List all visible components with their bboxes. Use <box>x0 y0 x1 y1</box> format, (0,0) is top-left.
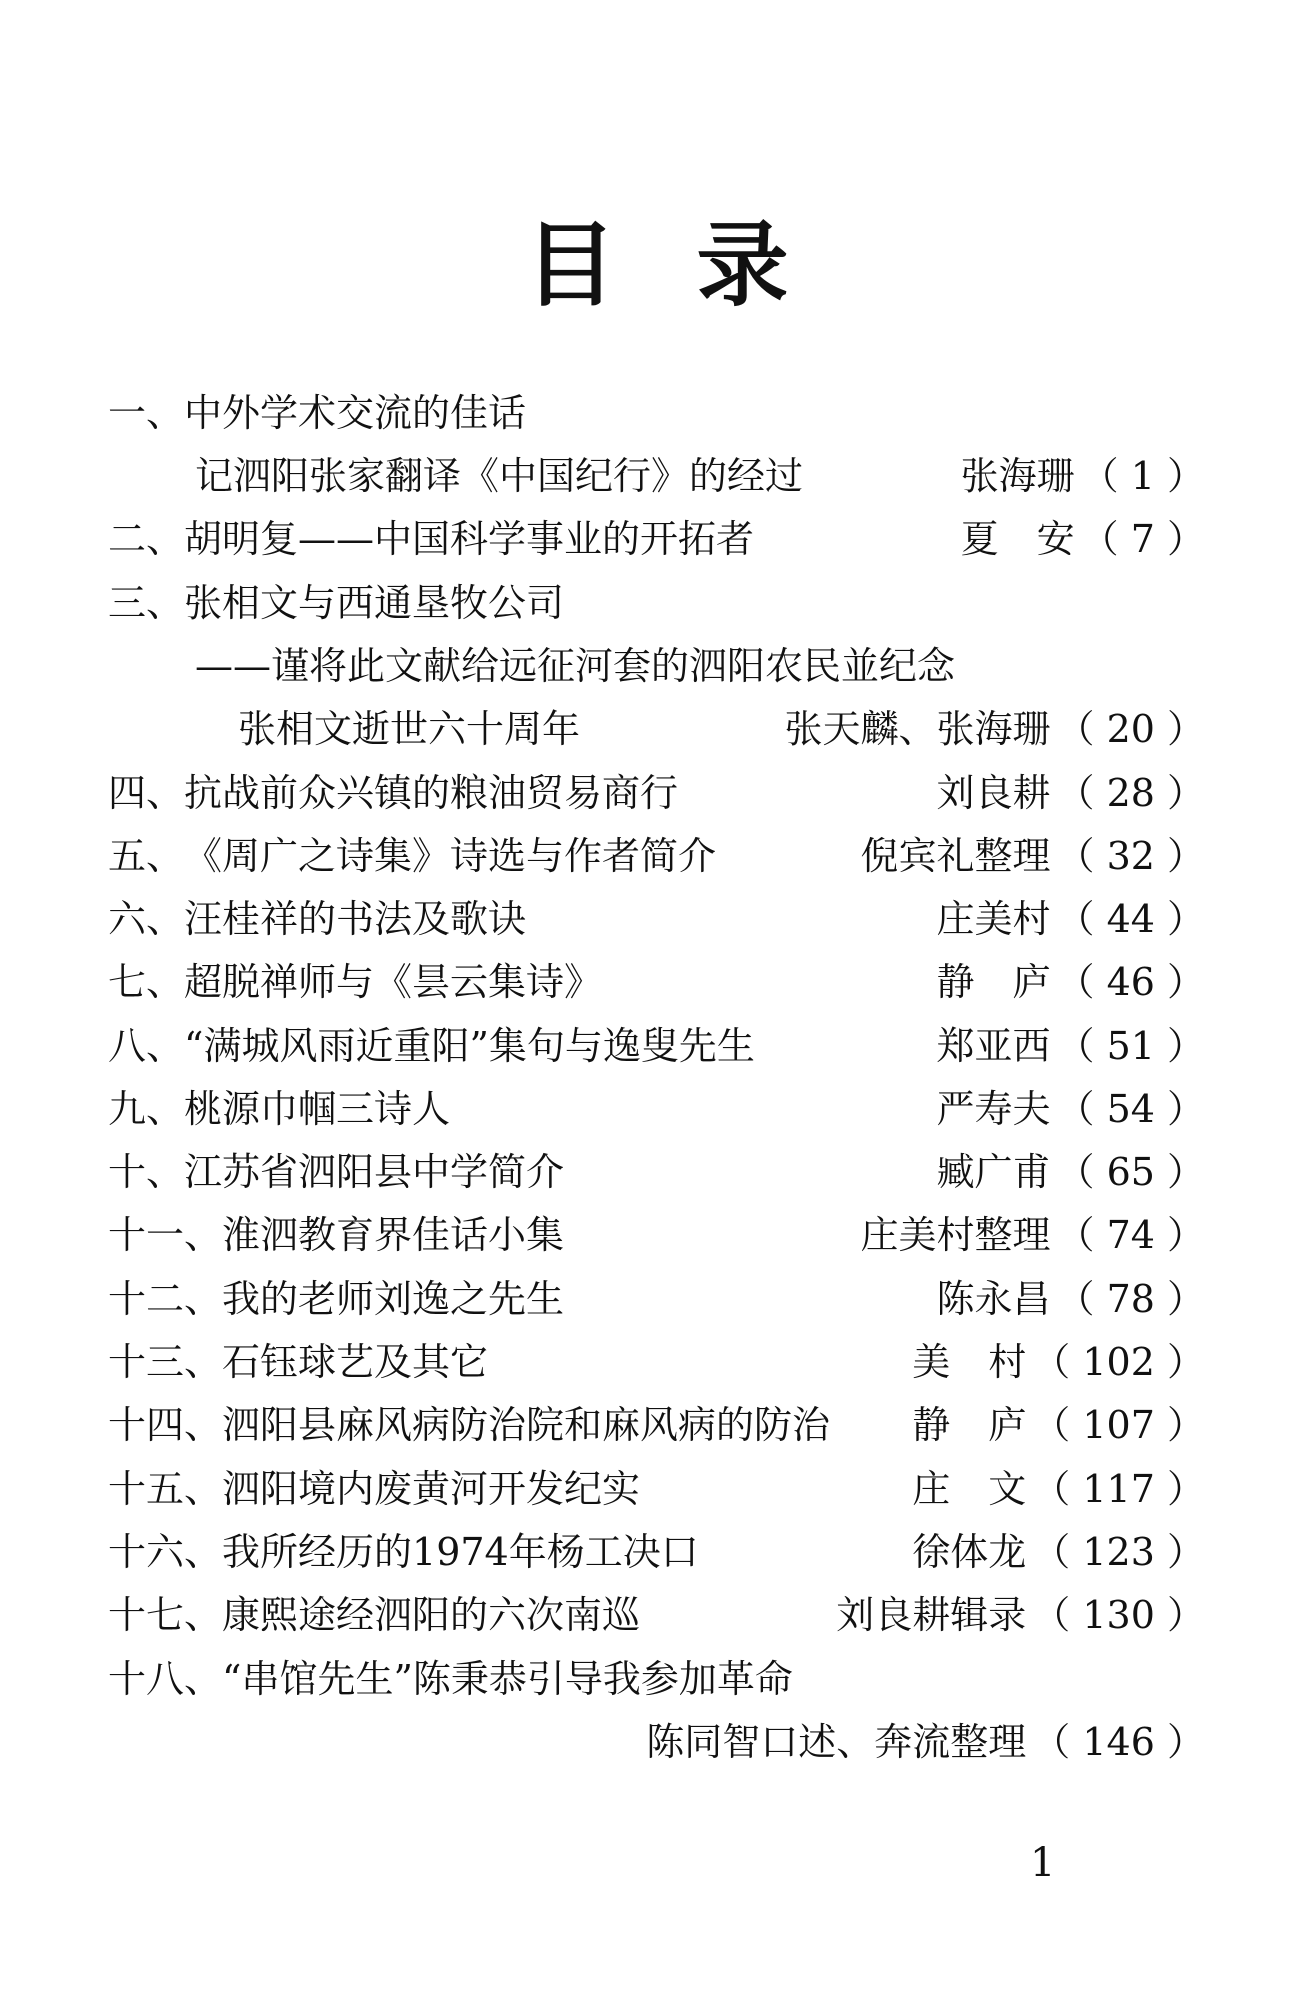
entry-page: （ 117 ） <box>1032 1467 1205 1511</box>
entry-title: “满城风雨近重阳”集句与逸叟先生 <box>184 1024 755 1068</box>
entry-page: （ 44 ） <box>1056 897 1205 941</box>
entry-author: 严寿夫 <box>936 1087 1051 1131</box>
toc-entry-15[interactable] <box>108 1459 1205 1519</box>
entry-subtitle: ——谨将此文献给远征河套的泗阳农民並纪念 <box>195 644 956 688</box>
entry-title: 《周广之诗集》诗选与作者简介 <box>184 834 717 878</box>
entry-title: “串馆先生”陈秉恭引导我参加革命 <box>222 1657 793 1701</box>
entry-author: 徐体龙 <box>912 1530 1027 1574</box>
entry-title: 淮泗教育界佳话小集 <box>222 1213 565 1257</box>
entry-index: 三、 <box>108 581 185 625</box>
toc-entry-9[interactable] <box>108 1079 1205 1139</box>
entry-author: 庄 文 <box>912 1467 1027 1511</box>
entry-title: 超脱禅师与《昙云集诗》 <box>184 960 603 1004</box>
toc-entry-8[interactable] <box>108 1016 1205 1076</box>
toc-entry-3-subtitle <box>195 636 1205 696</box>
dot-leader <box>758 509 957 569</box>
entry-page: （ 123 ） <box>1032 1530 1205 1574</box>
toc-entry-4[interactable] <box>108 763 1205 823</box>
page-title: 目录 <box>524 211 869 319</box>
entry-author: 张天麟、张海珊 <box>784 707 1051 751</box>
entry-author: 庄美村 <box>936 897 1051 941</box>
entry-page: （ 1 ） <box>1080 454 1205 498</box>
entry-subtitle-cont: 张相文逝世六十周年 <box>238 707 581 751</box>
entry-page: （ 54 ） <box>1056 1087 1205 1131</box>
toc-entry-6[interactable] <box>108 889 1205 949</box>
entry-index: 十五、 <box>108 1467 223 1511</box>
entry-page: （ 20 ） <box>1056 707 1205 751</box>
entry-author: 美 村 <box>912 1340 1027 1384</box>
entry-index: 十二、 <box>108 1277 223 1321</box>
page-number: 1 <box>1030 1840 1056 1886</box>
entry-title: 泗阳境内废黄河开发纪实 <box>222 1467 641 1511</box>
entry-index: 八、 <box>108 1024 185 1068</box>
toc-entry-18[interactable] <box>108 1649 1205 1709</box>
entry-page: （ 107 ） <box>1032 1403 1205 1447</box>
toc-entry-13[interactable] <box>108 1332 1205 1392</box>
dot-leader <box>807 446 957 506</box>
toc-entry-12[interactable] <box>108 1269 1205 1329</box>
entry-author: 陈同智口述、奔流整理 <box>646 1720 1027 1764</box>
entry-subtitle: 记泗阳张家翻译《中国纪行》的经过 <box>195 454 804 498</box>
entry-index: 十六、 <box>108 1530 223 1574</box>
toc-entry-5[interactable] <box>108 826 1205 886</box>
dot-leader <box>703 1522 909 1582</box>
toc-entry-2[interactable] <box>108 509 1205 569</box>
entry-author: 夏 安 <box>960 517 1075 561</box>
entry-index: 六、 <box>108 897 185 941</box>
entry-author: 刘良耕 <box>936 771 1051 815</box>
entry-index: 五、 <box>108 834 185 878</box>
toc-entry-7[interactable] <box>108 952 1205 1012</box>
entry-page: （ 7 ） <box>1080 517 1205 561</box>
entry-title: 康熙途经泗阳的六次南巡 <box>222 1593 641 1637</box>
entry-author: 陈永昌 <box>936 1277 1051 1321</box>
entry-index: 七、 <box>108 960 185 1004</box>
dot-leader <box>682 763 932 823</box>
entry-title: 石钰球艺及其它 <box>222 1340 489 1384</box>
dot-leader <box>492 1332 908 1392</box>
dot-leader <box>644 1459 908 1519</box>
entry-title: 桃源巾帼三诗人 <box>184 1087 451 1131</box>
dot-leader <box>797 1649 1201 1709</box>
entry-index: 九、 <box>108 1087 185 1131</box>
entry-title: 抗战前众兴镇的粮油贸易商行 <box>184 771 679 815</box>
entry-title: 汪桂祥的书法及歌诀 <box>184 897 527 941</box>
entry-index: 十七、 <box>108 1593 223 1637</box>
entry-title: 张相文与西通垦牧公司 <box>184 581 565 625</box>
entry-author: 臧广甫 <box>936 1150 1051 1194</box>
entry-author: 倪宾礼整理 <box>860 834 1051 878</box>
entry-page: （ 65 ） <box>1056 1150 1205 1194</box>
entry-author: 庄美村整理 <box>860 1213 1051 1257</box>
entry-title: 胡明复——中国科学事业的开拓者 <box>184 517 755 561</box>
entry-index: 一、 <box>108 391 185 435</box>
entry-author: 郑亚西 <box>936 1024 1051 1068</box>
entry-title: 泗阳县麻风病防治院和麻风病的防治 <box>222 1403 831 1447</box>
entry-page: （ 74 ） <box>1056 1213 1205 1257</box>
entry-page: （ 130 ） <box>1032 1593 1205 1637</box>
entry-page: （ 146 ） <box>1032 1720 1205 1764</box>
entry-index: 四、 <box>108 771 185 815</box>
entry-author: 静 庐 <box>912 1403 1027 1447</box>
entry-title: 江苏省泗阳县中学简介 <box>184 1150 565 1194</box>
toc-entry-18-cont[interactable] <box>272 1712 1205 1772</box>
dot-leader <box>568 1269 932 1329</box>
entry-title: 中外学术交流的佳话 <box>184 391 527 435</box>
toc-entry-11[interactable] <box>108 1205 1205 1265</box>
toc-entry-14[interactable] <box>108 1395 1205 1455</box>
entry-index: 二、 <box>108 517 185 561</box>
entry-title: 我所经历的1974年杨工决口 <box>222 1530 699 1574</box>
toc-entry-1-heading[interactable] <box>108 383 1203 443</box>
dot-leader <box>568 1205 856 1265</box>
dot-leader <box>276 1712 642 1772</box>
entry-title: 我的老师刘逸之先生 <box>222 1277 565 1321</box>
toc-entry-3-heading[interactable] <box>108 573 1203 633</box>
entry-page: （ 78 ） <box>1056 1277 1205 1321</box>
entry-index: 十八、 <box>108 1657 223 1701</box>
dot-leader <box>759 1016 933 1076</box>
dot-leader <box>530 889 932 949</box>
dot-leader <box>584 699 780 759</box>
entry-index: 十四、 <box>108 1403 223 1447</box>
entry-index: 十、 <box>108 1150 185 1194</box>
entry-page: （ 51 ） <box>1056 1024 1205 1068</box>
dot-leader <box>568 1142 932 1202</box>
toc-entry-1[interactable] <box>195 446 1205 506</box>
entry-page: （ 102 ） <box>1032 1340 1205 1384</box>
dot-leader <box>606 952 932 1012</box>
entry-author: 张海珊 <box>960 454 1075 498</box>
dot-leader <box>644 1585 832 1645</box>
toc-entry-3[interactable] <box>238 699 1205 759</box>
toc-entry-17[interactable] <box>108 1585 1205 1645</box>
entry-index: 十一、 <box>108 1213 223 1257</box>
dot-leader <box>834 1395 908 1455</box>
toc-entry-10[interactable] <box>108 1142 1205 1202</box>
dot-leader <box>454 1079 932 1139</box>
entry-page: （ 46 ） <box>1056 960 1205 1004</box>
entry-author: 静 庐 <box>936 960 1051 1004</box>
toc-entry-16[interactable] <box>108 1522 1205 1582</box>
dot-leader <box>720 826 856 886</box>
entry-author: 刘良耕辑录 <box>836 1593 1027 1637</box>
entry-page: （ 32 ） <box>1056 834 1205 878</box>
entry-page: （ 28 ） <box>1056 771 1205 815</box>
entry-index: 十三、 <box>108 1340 223 1384</box>
